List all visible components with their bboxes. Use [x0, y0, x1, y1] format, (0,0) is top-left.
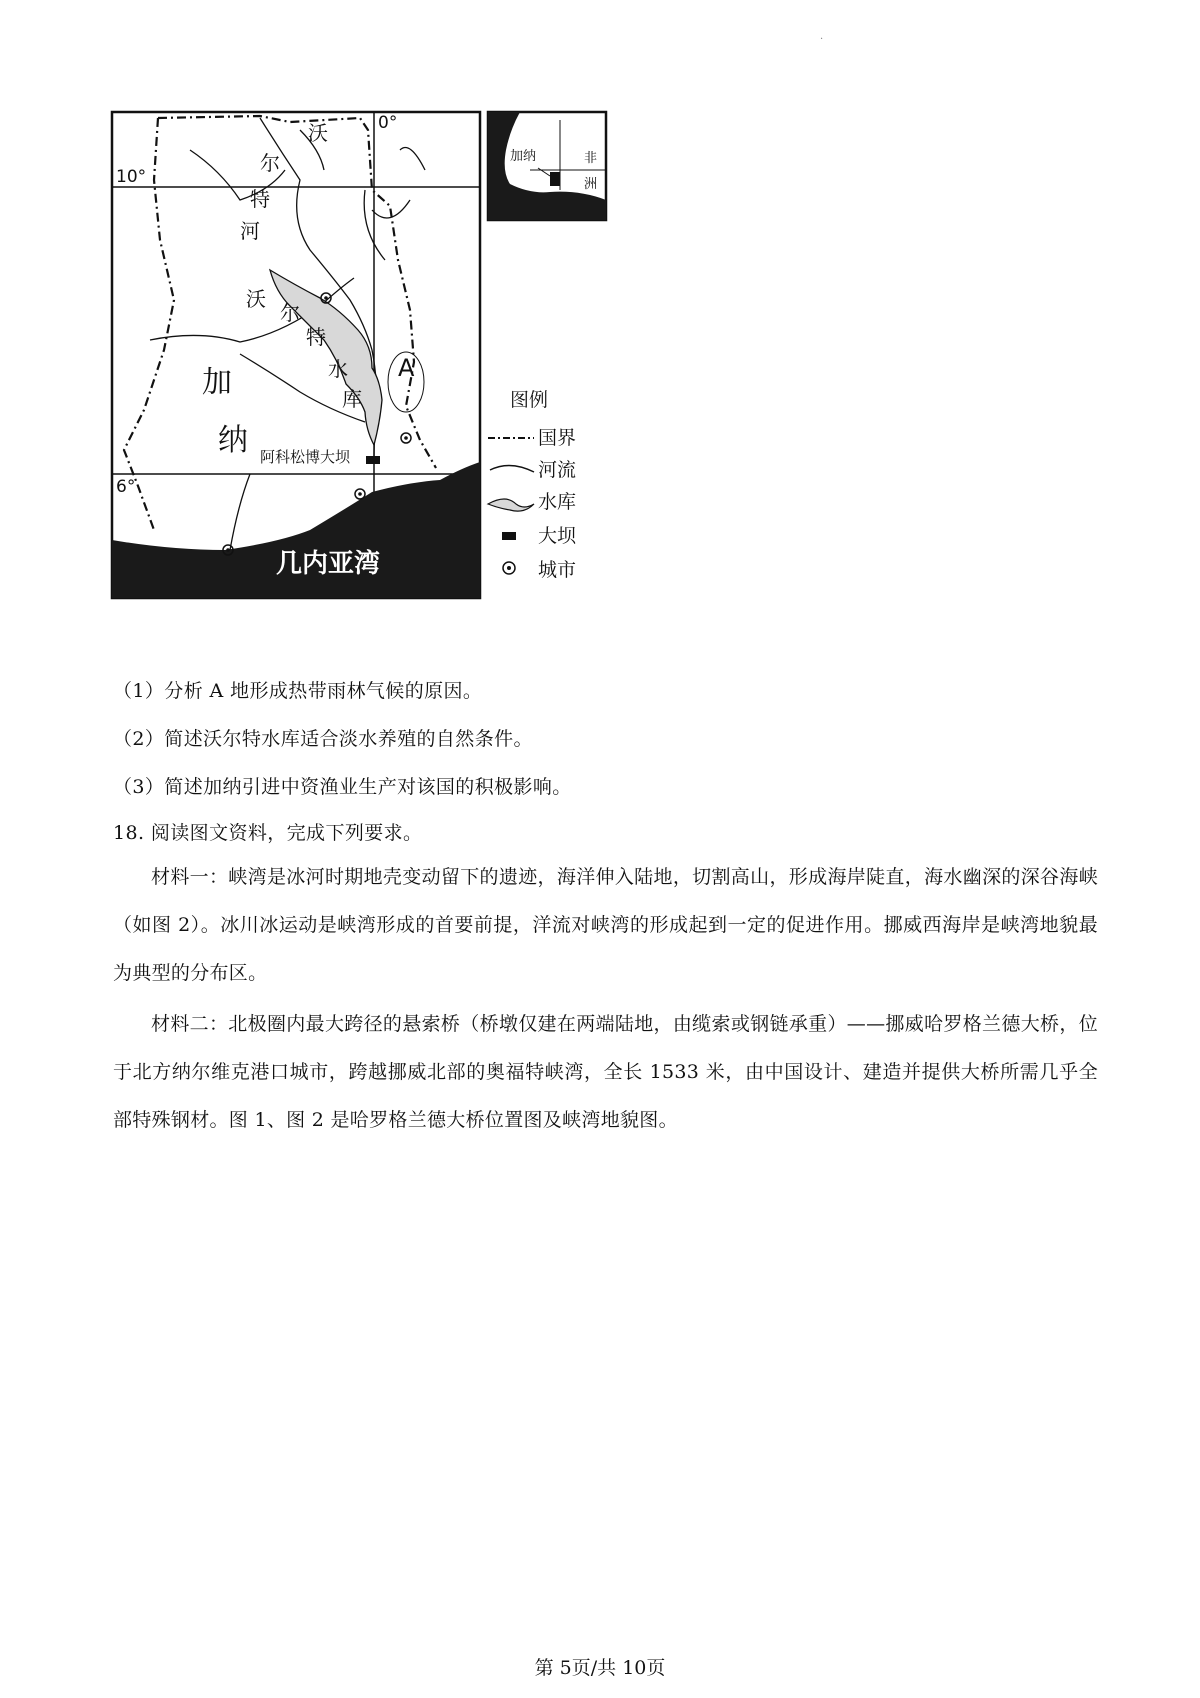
question-18-heading: 18. 阅读图文资料，完成下列要求。 — [113, 822, 423, 844]
ghana-map-figure — [110, 110, 630, 650]
country-char: 纳 — [218, 423, 248, 458]
legend-dam-icon — [502, 532, 516, 540]
river-char: 尔 — [260, 151, 280, 175]
river-char: 河 — [240, 219, 260, 243]
sea-label: 几内亚湾 — [276, 549, 381, 579]
reservoir-char: 沃 — [246, 287, 266, 311]
river-char: 沃 — [308, 121, 328, 145]
inset-continent-char: 非 — [584, 151, 598, 166]
legend-item: 大坝 — [538, 525, 577, 547]
legend-river-icon — [490, 465, 534, 472]
question-3: （3）简述加纳引进中资渔业生产对该国的积极影响。 — [113, 776, 572, 798]
legend-item: 水库 — [538, 491, 577, 513]
material-2: 材料二：北极圈内最大跨径的悬索桥（桥墩仅建在两端陆地，由缆索或钢链承重）——挪威哈罗格兰德大桥，位于北方纳尔维克港口城市，跨越挪威北部的奥福特峡湾，全长 1533 米，由中国设计、建造并提供大桥所需几乎全部特殊钢材。图 1、图 2 是哈罗格兰德大桥位置图及峡湾地貌图。 — [113, 1013, 1098, 1131]
lon-label-0: 0° — [378, 113, 398, 133]
legend-item: 河流 — [538, 459, 577, 481]
inset-country-label: 加纳 — [510, 149, 537, 164]
inset-continent-char: 洲 — [584, 177, 598, 192]
lat-label-6: 6° — [116, 477, 136, 497]
legend-item: 城市 — [538, 559, 577, 581]
lat-label-10: 10° — [116, 167, 147, 187]
reservoir-char: 水 — [328, 357, 348, 381]
dam-label: 阿科松博大坝 — [260, 448, 351, 466]
country-char: 加 — [202, 365, 232, 400]
question-1: （1）分析 A 地形成热带雨林气候的原因。 — [113, 680, 483, 702]
river-char: 特 — [250, 187, 270, 211]
legend-item: 国界 — [538, 427, 577, 449]
page-footer: 第 5页/共 10页 — [534, 1657, 666, 1679]
legend-title: 图例 — [510, 389, 549, 411]
question-2: （2）简述沃尔特水库适合淡水养殖的自然条件。 — [113, 728, 533, 750]
reservoir-char: 特 — [306, 325, 326, 349]
speck: · — [820, 34, 824, 45]
akosombo-dam-marker — [366, 456, 380, 464]
material-1: 材料一：峡湾是冰河时期地壳变动留下的遗迹，海洋伸入陆地，切割高山，形成海岸陡直，海水幽深的深谷海峡（如图 2）。冰川冰运动是峡湾形成的首要前提，洋流对峡湾的形成起到一定的促进作用。挪威西海岸是峡湾地貌最为典型的分布区。 — [113, 866, 1098, 984]
inset-ghana-marker — [550, 172, 560, 186]
reservoir-char: 尔 — [280, 301, 300, 325]
reservoir-char: 库 — [342, 387, 362, 411]
legend-reservoir-icon — [488, 499, 534, 511]
label-a: A — [398, 354, 415, 382]
